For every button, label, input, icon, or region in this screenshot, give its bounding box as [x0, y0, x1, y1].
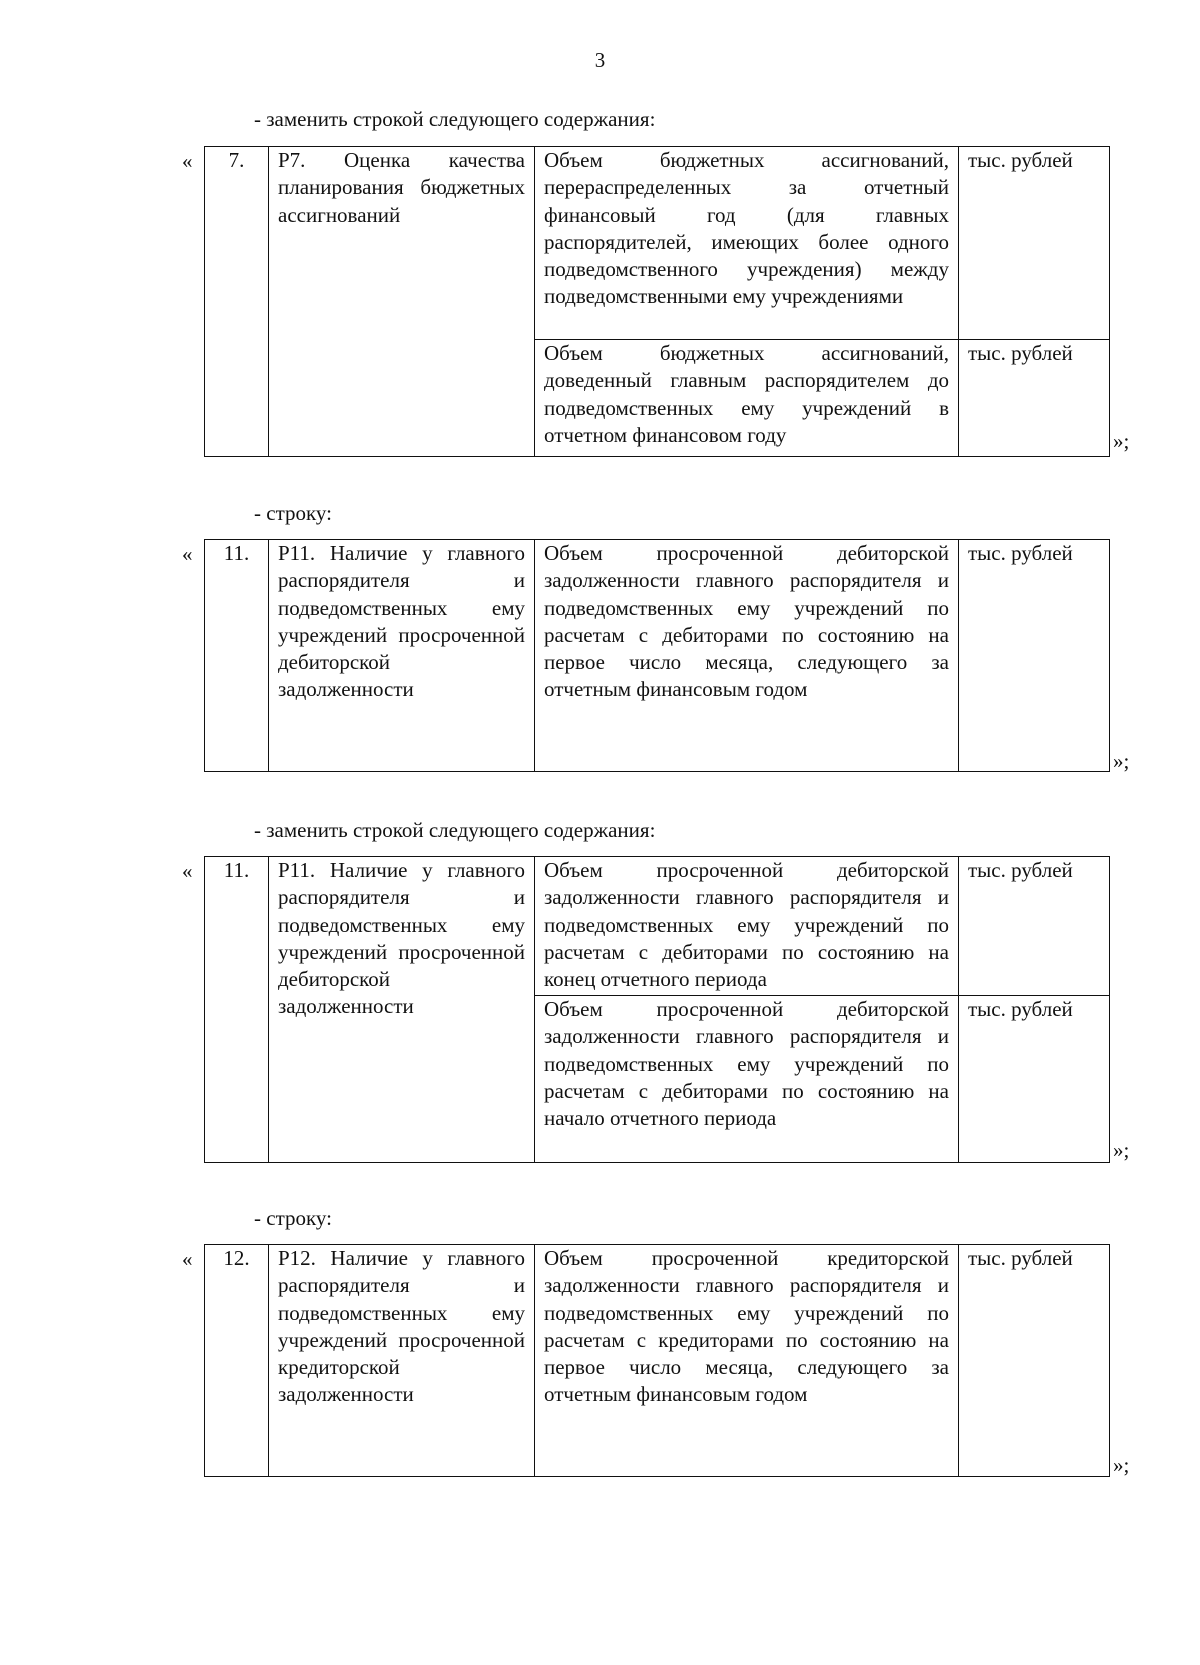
calculation-value: Объем просроченной дебиторской задолженности главного распорядителя и подведомственных ему учреждений по расчетам с дебиторами по состоянию на первое число месяца, следующего за отчетным финансовым годом	[535, 540, 959, 772]
indicator-name: Р11. Наличие у главного распорядителя и подведомственных ему учреждений просроченной дебиторской задолженности	[269, 857, 535, 1163]
table-row	[205, 147, 1110, 340]
quote-open-mark: «	[182, 149, 193, 173]
section-intro: - заменить строкой следующего содержания:	[254, 107, 656, 131]
amendment-table	[204, 856, 1110, 1163]
quote-close-mark: »;	[1113, 1138, 1130, 1162]
quote-close-mark: »;	[1113, 429, 1130, 453]
calculation-value: Объем просроченной дебиторской задолженности главного распорядителя и подведомственных ему учреждений по расчетам с дебиторами по состоянию на начало отчетного периода	[535, 996, 959, 1163]
quote-close-mark: »;	[1113, 749, 1130, 773]
section-intro: - строку:	[254, 1206, 332, 1230]
indicator-name: Р11. Наличие у главного распорядителя и подведомственных ему учреждений просроченной дебиторской задолженности	[269, 540, 535, 772]
table-row	[205, 1245, 1110, 1477]
section-intro: - заменить строкой следующего содержания:	[254, 818, 656, 842]
section-intro: - строку:	[254, 501, 332, 525]
unit-of-measure: тыс. рублей	[959, 147, 1110, 340]
amendment-table	[204, 146, 1110, 457]
unit-of-measure: тыс. рублей	[959, 340, 1110, 457]
quote-open-mark: «	[182, 859, 193, 883]
quote-open-mark: «	[182, 542, 193, 566]
row-number: 7.	[205, 147, 269, 457]
indicator-name: Р12. Наличие у главного распорядителя и подведомственных ему учреждений просроченной кредиторской задолженности	[269, 1245, 535, 1477]
calculation-value: Объем просроченной дебиторской задолженности главного распорядителя и подведомственных ему учреждений по расчетам с дебиторами по состоянию на конец отчетного периода	[535, 857, 959, 996]
calculation-value: Объем бюджетных ассигнований, перераспределенных за отчетный финансовый год (для главных распорядителей, имеющих более одного подведомственного учреждения) между подведомственными ему учреждениями	[535, 147, 959, 340]
table-row	[205, 540, 1110, 772]
amendment-table	[204, 1244, 1110, 1477]
page-number: 3	[594, 48, 606, 72]
row-number: 11.	[205, 857, 269, 1163]
quote-open-mark: «	[182, 1247, 193, 1271]
quote-close-mark: »;	[1113, 1453, 1130, 1477]
unit-of-measure: тыс. рублей	[959, 857, 1110, 996]
row-number: 11.	[205, 540, 269, 772]
table-row	[205, 857, 1110, 996]
unit-of-measure: тыс. рублей	[959, 1245, 1110, 1477]
unit-of-measure: тыс. рублей	[959, 996, 1110, 1163]
indicator-name: Р7. Оценка качества планирования бюджетных ассигнований	[269, 147, 535, 457]
amendment-table	[204, 539, 1110, 772]
row-number: 12.	[205, 1245, 269, 1477]
calculation-value: Объем просроченной кредиторской задолженности главного распорядителя и подведомственных ему учреждений по расчетам с кредиторами по состоянию на первое число месяца, следующего за отчетным финансовым годом	[535, 1245, 959, 1477]
unit-of-measure: тыс. рублей	[959, 540, 1110, 772]
calculation-value: Объем бюджетных ассигнований, доведенный главным распорядителем до подведомственных ему учреждений в отчетном финансовом году	[535, 340, 959, 457]
